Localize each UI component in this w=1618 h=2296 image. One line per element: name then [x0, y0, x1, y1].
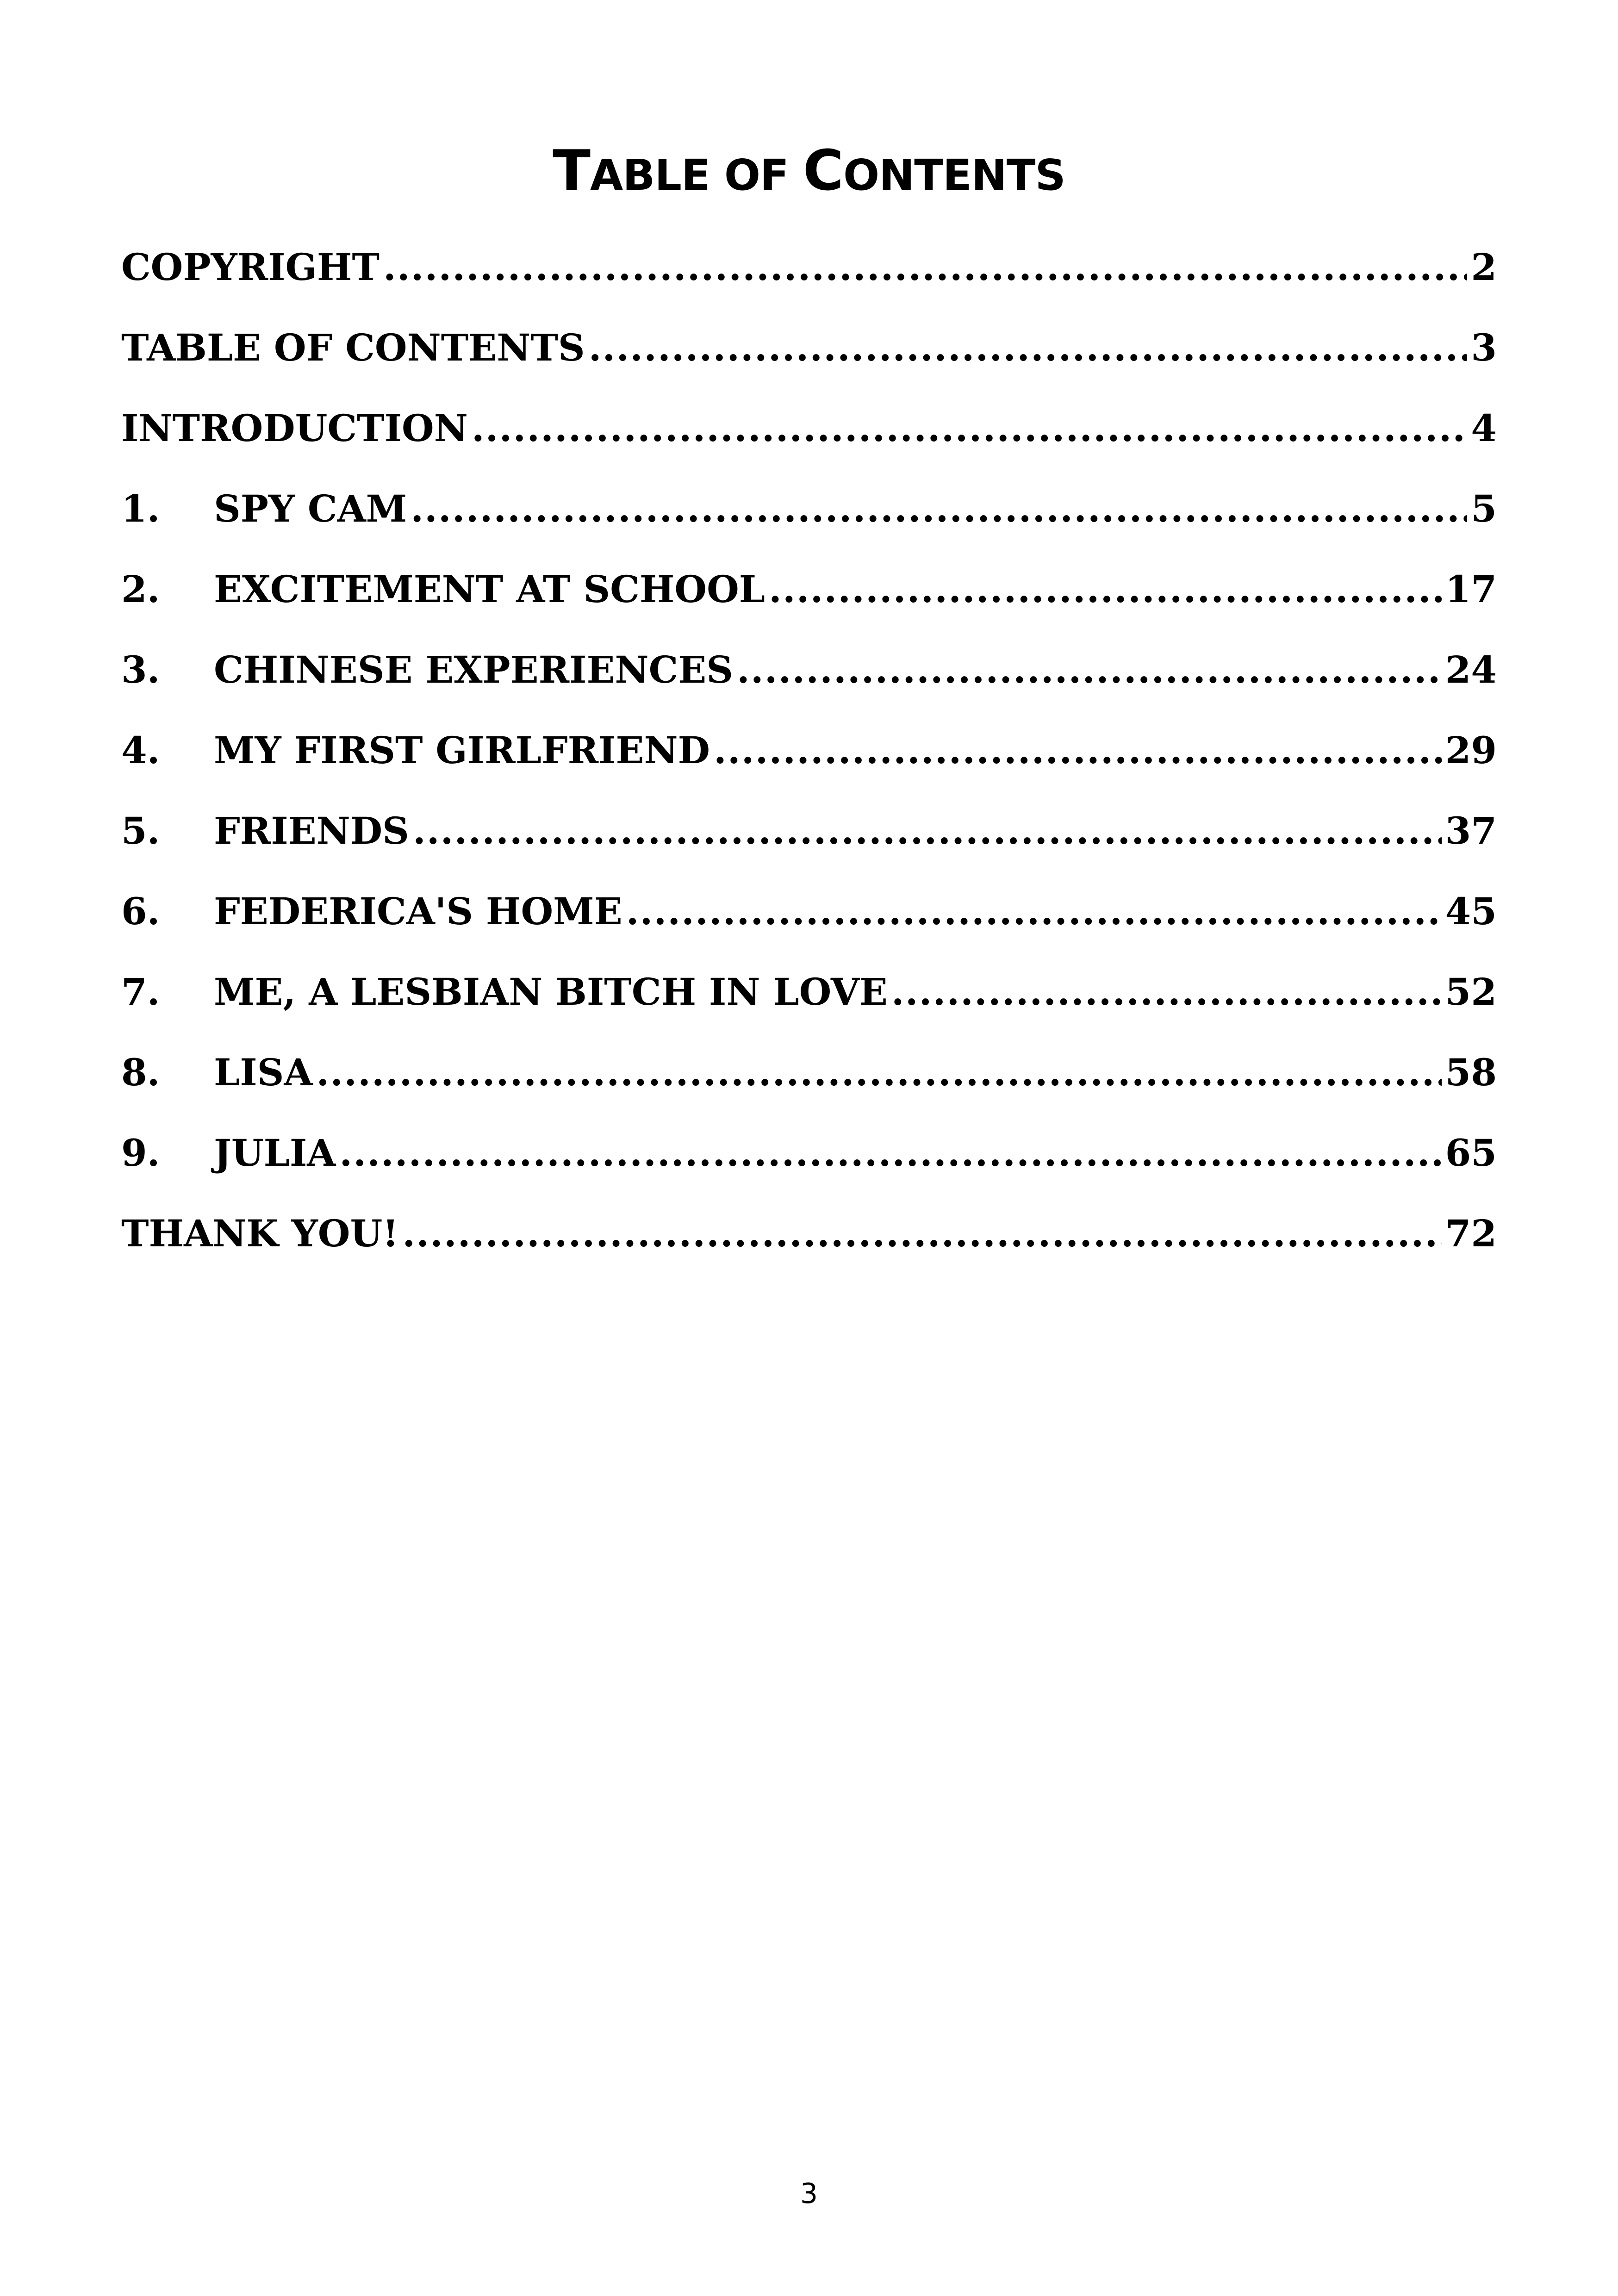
- toc-entry-page: 29: [1445, 728, 1497, 772]
- toc-dot-leader: [589, 307, 1468, 388]
- toc-entry-label: FRIENDS: [214, 809, 409, 852]
- toc-entry-number: 6.: [121, 890, 160, 933]
- toc-entry-number: 1.: [121, 487, 160, 530]
- toc-entry-label: INTRODUCTION: [121, 406, 468, 450]
- toc-entry-label: SPY CAM: [214, 487, 407, 530]
- toc-entry-page: 45: [1445, 890, 1497, 933]
- toc-entry-label: JULIA: [214, 1131, 336, 1175]
- toc-dot-leader: [472, 388, 1468, 468]
- toc-entry-page: 72: [1445, 1212, 1497, 1255]
- toc-entry-page: 5: [1471, 487, 1497, 530]
- toc-entry-chapter-9[interactable]: [121, 1113, 1497, 1193]
- toc-dot-leader: [402, 1193, 1441, 1274]
- title-initial-table: T: [553, 139, 591, 204]
- toc-entry-label: EXCITEMENT AT SCHOOL: [214, 567, 765, 611]
- toc-entry-label: COPYRIGHT: [121, 245, 380, 289]
- toc-entry-chapter-5[interactable]: [121, 790, 1497, 871]
- toc-entry-number: 3.: [121, 648, 160, 691]
- toc-entry-page: 2: [1471, 245, 1497, 289]
- footer-page-number: 3: [800, 2178, 818, 2210]
- toc-dot-leader: [891, 952, 1442, 1032]
- toc-entry-introduction[interactable]: [121, 388, 1497, 468]
- toc-dot-leader: [737, 629, 1442, 710]
- toc-entry-chapter-4[interactable]: [121, 710, 1497, 790]
- toc-entry-label: FEDERICA'S HOME: [214, 890, 622, 933]
- toc-entry-label: LISA: [214, 1051, 313, 1094]
- toc-entry-chapter-1[interactable]: [121, 468, 1497, 549]
- toc-entry-page: 3: [1471, 326, 1497, 369]
- toc-entry-label: TABLE OF CONTENTS: [121, 326, 585, 369]
- toc-entry-page: 17: [1445, 567, 1497, 611]
- toc-entry-chapter-3[interactable]: [121, 629, 1497, 710]
- title-initial-contents: C: [803, 139, 843, 204]
- toc-entry-page: 4: [1471, 406, 1497, 450]
- toc-entry-chapter-8[interactable]: [121, 1032, 1497, 1113]
- toc-entry-page: 24: [1445, 648, 1497, 691]
- toc-entry-label: ME, A LESBIAN BITCH IN LOVE: [214, 970, 888, 1014]
- toc-dot-leader: [413, 790, 1442, 871]
- toc-entry-number: 2.: [121, 567, 160, 611]
- toc-entry-number: 5.: [121, 809, 160, 852]
- toc-dot-leader: [317, 1032, 1442, 1113]
- toc-entry-number: 8.: [121, 1051, 160, 1094]
- toc-dot-leader: [339, 1113, 1441, 1193]
- title-rest-contents: ONTENTS: [843, 150, 1065, 200]
- toc-entry-label: THANK YOU!: [121, 1212, 399, 1255]
- toc-dot-leader: [769, 549, 1442, 629]
- toc-entry-page: 58: [1445, 1051, 1497, 1094]
- toc-entry-label: CHINESE EXPERIENCES: [214, 648, 733, 691]
- toc-dot-leader: [383, 227, 1467, 307]
- toc-entry-chapter-6[interactable]: [121, 871, 1497, 952]
- title-rest-table: ABLE OF: [590, 150, 803, 200]
- toc-dot-leader: [626, 871, 1442, 952]
- toc-entry-page: 37: [1445, 809, 1497, 852]
- toc-entry-number: 7.: [121, 970, 160, 1014]
- toc-entry-page: 65: [1445, 1131, 1497, 1175]
- toc-dot-leader: [411, 468, 1467, 549]
- table-of-contents: [121, 227, 1497, 1274]
- toc-entry-table-of-contents[interactable]: [121, 307, 1497, 388]
- toc-entry-chapter-2[interactable]: [121, 549, 1497, 629]
- toc-entry-page: 52: [1445, 970, 1497, 1014]
- toc-entry-number: 4.: [121, 728, 160, 772]
- toc-entry-copyright[interactable]: [121, 227, 1497, 307]
- toc-entry-number: 9.: [121, 1131, 160, 1175]
- toc-entry-chapter-7[interactable]: [121, 952, 1497, 1032]
- toc-entry-thank-you[interactable]: [121, 1193, 1497, 1274]
- toc-dot-leader: [714, 710, 1442, 790]
- page-title: [0, 134, 1618, 212]
- toc-entry-label: MY FIRST GIRLFRIEND: [214, 728, 710, 772]
